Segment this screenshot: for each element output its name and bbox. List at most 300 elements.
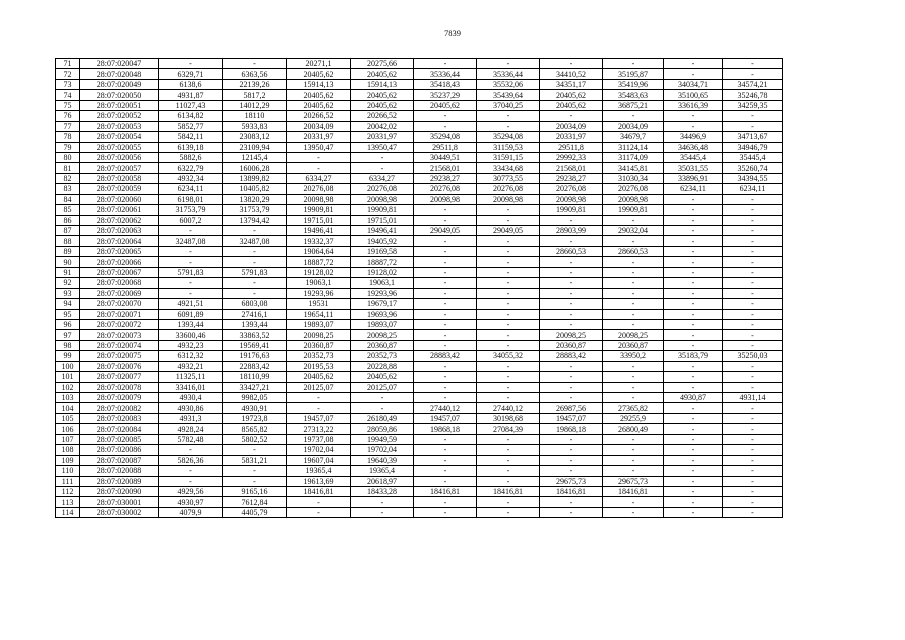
value-cell: 29675,73 xyxy=(603,476,664,486)
value-cell: - xyxy=(664,236,723,246)
value-cell: 18416,81 xyxy=(287,486,351,496)
cadastral-number-cell: 28:07:020089 xyxy=(80,476,159,486)
value-cell: - xyxy=(664,476,723,486)
value-cell: 20098,98 xyxy=(540,194,603,204)
value-cell: - xyxy=(351,497,414,507)
value-cell: 20098,25 xyxy=(351,330,414,340)
value-cell: 20034,09 xyxy=(603,121,664,131)
value-cell: 4932,34 xyxy=(159,173,223,183)
value-cell: 33950,2 xyxy=(603,351,664,361)
value-cell: 13794,42 xyxy=(223,215,287,225)
value-cell: - xyxy=(540,507,603,517)
value-cell: - xyxy=(477,309,540,319)
value-cell: - xyxy=(223,466,287,476)
value-cell: - xyxy=(477,507,540,517)
value-cell: 12145,4 xyxy=(223,152,287,162)
value-cell: - xyxy=(723,215,783,225)
value-cell: 19607,04 xyxy=(287,455,351,465)
cadastral-number-cell: 28:07:020078 xyxy=(80,382,159,392)
table-row xyxy=(56,330,783,340)
value-cell: - xyxy=(540,111,603,121)
value-cell: 20331,97 xyxy=(351,132,414,142)
value-cell: 4921,51 xyxy=(159,299,223,309)
value-cell: - xyxy=(723,246,783,256)
value-cell: 19128,02 xyxy=(351,267,414,277)
value-cell: 33434,68 xyxy=(477,163,540,173)
row-number-cell: 73 xyxy=(56,79,80,89)
value-cell: - xyxy=(723,194,783,204)
row-number-cell: 76 xyxy=(56,111,80,121)
value-cell: - xyxy=(723,424,783,434)
value-cell: 21568,01 xyxy=(540,163,603,173)
value-cell: - xyxy=(477,382,540,392)
value-cell: 20405,62 xyxy=(414,100,477,110)
value-cell: 20034,09 xyxy=(540,121,603,131)
value-cell: - xyxy=(351,403,414,413)
row-number-cell: 107 xyxy=(56,434,80,444)
value-cell: - xyxy=(664,340,723,350)
value-cell: - xyxy=(414,215,477,225)
row-number-cell: 95 xyxy=(56,309,80,319)
value-cell: 20360,87 xyxy=(351,340,414,350)
value-cell: - xyxy=(664,434,723,444)
value-cell: - xyxy=(159,278,223,288)
value-cell: 20352,73 xyxy=(287,351,351,361)
row-number-cell: 111 xyxy=(56,476,80,486)
value-cell: - xyxy=(287,163,351,173)
value-cell: 13820,29 xyxy=(223,194,287,204)
cadastral-number-cell: 28:07:020086 xyxy=(80,445,159,455)
value-cell: 6234,11 xyxy=(159,184,223,194)
value-cell: 15914,13 xyxy=(351,79,414,89)
cadastral-number-cell: 28:07:020057 xyxy=(80,163,159,173)
value-cell: 6198,01 xyxy=(159,194,223,204)
value-cell: - xyxy=(223,246,287,256)
value-cell: - xyxy=(603,372,664,382)
value-cell: 16006,28 xyxy=(223,163,287,173)
value-cell: 6322,79 xyxy=(159,163,223,173)
value-cell: - xyxy=(603,215,664,225)
table-row xyxy=(56,163,783,173)
value-cell: - xyxy=(414,246,477,256)
value-cell: 7612,84 xyxy=(223,497,287,507)
row-number-cell: 105 xyxy=(56,413,80,423)
table-row xyxy=(56,257,783,267)
value-cell: 9982,05 xyxy=(223,393,287,403)
table-row xyxy=(56,184,783,194)
value-cell: 29049,05 xyxy=(414,226,477,236)
value-cell: - xyxy=(477,236,540,246)
cadastral-number-cell: 28:07:020068 xyxy=(80,278,159,288)
row-number-cell: 78 xyxy=(56,132,80,142)
value-cell: 20271,1 xyxy=(287,59,351,69)
row-number-cell: 85 xyxy=(56,205,80,215)
value-cell: 4932,21 xyxy=(159,361,223,371)
value-cell: 4931,87 xyxy=(159,90,223,100)
value-cell: - xyxy=(477,455,540,465)
row-number-cell: 113 xyxy=(56,497,80,507)
value-cell: - xyxy=(664,226,723,236)
value-cell: 23083,12 xyxy=(223,132,287,142)
value-cell: - xyxy=(603,497,664,507)
value-cell: - xyxy=(540,267,603,277)
row-number-cell: 93 xyxy=(56,288,80,298)
value-cell: - xyxy=(664,445,723,455)
table-row xyxy=(56,476,783,486)
value-cell: 6329,71 xyxy=(159,69,223,79)
value-cell: 19693,96 xyxy=(351,309,414,319)
value-cell: - xyxy=(477,205,540,215)
value-cell: 4930,97 xyxy=(159,497,223,507)
row-number-cell: 103 xyxy=(56,393,80,403)
value-cell: - xyxy=(351,507,414,517)
cadastral-number-cell: 28:07:020051 xyxy=(80,100,159,110)
value-cell: 19909,81 xyxy=(540,205,603,215)
row-number-cell: 108 xyxy=(56,445,80,455)
cadastral-number-cell: 28:07:020073 xyxy=(80,330,159,340)
value-cell: 19457,07 xyxy=(287,413,351,423)
value-cell: 19332,37 xyxy=(287,236,351,246)
row-number-cell: 91 xyxy=(56,267,80,277)
value-cell: 30449,51 xyxy=(414,152,477,162)
value-cell: 19293,96 xyxy=(287,288,351,298)
value-cell: - xyxy=(723,372,783,382)
value-cell: - xyxy=(477,59,540,69)
value-cell: - xyxy=(540,466,603,476)
value-cell: - xyxy=(723,476,783,486)
value-cell: 31753,79 xyxy=(159,205,223,215)
value-cell: 35246,78 xyxy=(723,90,783,100)
value-cell: 5826,36 xyxy=(159,455,223,465)
value-cell: - xyxy=(603,434,664,444)
value-cell: 20228,88 xyxy=(351,361,414,371)
value-cell: 6334,27 xyxy=(351,173,414,183)
value-cell: - xyxy=(477,497,540,507)
table-row xyxy=(56,382,783,392)
value-cell: - xyxy=(414,507,477,517)
value-cell: 20360,87 xyxy=(540,340,603,350)
value-cell: 34394,55 xyxy=(723,173,783,183)
value-cell: 18416,81 xyxy=(414,486,477,496)
table-row xyxy=(56,132,783,142)
value-cell: 5831,21 xyxy=(223,455,287,465)
value-cell: 6803,08 xyxy=(223,299,287,309)
value-cell: 29049,05 xyxy=(477,226,540,236)
value-cell: 34259,35 xyxy=(723,100,783,110)
value-cell: 20405,62 xyxy=(351,90,414,100)
value-cell: - xyxy=(603,257,664,267)
row-number-cell: 97 xyxy=(56,330,80,340)
value-cell: 20405,62 xyxy=(351,372,414,382)
value-cell: 29675,73 xyxy=(540,476,603,486)
value-cell: - xyxy=(723,330,783,340)
value-cell: 31124,14 xyxy=(603,142,664,152)
value-cell: 18887,72 xyxy=(351,257,414,267)
value-cell: - xyxy=(414,361,477,371)
value-cell: - xyxy=(414,288,477,298)
value-cell: - xyxy=(159,445,223,455)
value-cell: 19949,59 xyxy=(351,434,414,444)
value-cell: 31159,53 xyxy=(477,142,540,152)
row-number-cell: 75 xyxy=(56,100,80,110)
value-cell: - xyxy=(477,246,540,256)
value-cell: - xyxy=(159,59,223,69)
row-number-cell: 72 xyxy=(56,69,80,79)
table-row xyxy=(56,205,783,215)
cadastral-number-cell: 28:07:020087 xyxy=(80,455,159,465)
value-cell: 4931,14 xyxy=(723,393,783,403)
value-cell: 20042,02 xyxy=(351,121,414,131)
table-row xyxy=(56,278,783,288)
value-cell: - xyxy=(664,215,723,225)
value-cell: 4929,56 xyxy=(159,486,223,496)
cadastral-number-cell: 28:07:020071 xyxy=(80,309,159,319)
value-cell: - xyxy=(664,59,723,69)
value-cell: - xyxy=(540,278,603,288)
value-cell: 33863,52 xyxy=(223,330,287,340)
value-cell: - xyxy=(477,330,540,340)
cadastral-number-cell: 28:07:030001 xyxy=(80,497,159,507)
value-cell: 19909,81 xyxy=(603,205,664,215)
cadastral-number-cell: 28:07:020047 xyxy=(80,59,159,69)
table-row xyxy=(56,455,783,465)
value-cell: 34055,32 xyxy=(477,351,540,361)
value-cell: - xyxy=(540,299,603,309)
value-cell: 34946,79 xyxy=(723,142,783,152)
table-row xyxy=(56,173,783,183)
value-cell: - xyxy=(723,413,783,423)
table-row xyxy=(56,340,783,350)
value-cell: 6363,56 xyxy=(223,69,287,79)
value-cell: - xyxy=(223,59,287,69)
cadastral-number-cell: 28:07:020050 xyxy=(80,90,159,100)
value-cell: - xyxy=(603,278,664,288)
value-cell: - xyxy=(477,257,540,267)
value-cell: - xyxy=(723,382,783,392)
value-cell: 20125,07 xyxy=(287,382,351,392)
value-cell: 35294,08 xyxy=(477,132,540,142)
value-cell: 4932,23 xyxy=(159,340,223,350)
value-cell: 20405,62 xyxy=(540,100,603,110)
value-cell: - xyxy=(159,226,223,236)
value-cell: - xyxy=(723,205,783,215)
value-cell: - xyxy=(723,267,783,277)
value-cell: 5802,52 xyxy=(223,434,287,444)
value-cell: - xyxy=(414,372,477,382)
value-cell: 6007,2 xyxy=(159,215,223,225)
cadastral-number-cell: 28:07:020083 xyxy=(80,413,159,423)
row-number-cell: 92 xyxy=(56,278,80,288)
value-cell: 1393,44 xyxy=(223,319,287,329)
cadastral-number-cell: 28:07:020067 xyxy=(80,267,159,277)
value-cell: - xyxy=(664,194,723,204)
value-cell: 20266,52 xyxy=(351,111,414,121)
table-row xyxy=(56,445,783,455)
value-cell: - xyxy=(664,299,723,309)
value-cell: - xyxy=(723,309,783,319)
value-cell: 35336,44 xyxy=(477,69,540,79)
value-cell: 19531 xyxy=(287,299,351,309)
value-cell: 22139,26 xyxy=(223,79,287,89)
value-cell: 20352,73 xyxy=(351,351,414,361)
value-cell: 27440,12 xyxy=(477,403,540,413)
value-cell: - xyxy=(603,288,664,298)
value-cell: - xyxy=(414,111,477,121)
value-cell: 20618,97 xyxy=(351,476,414,486)
value-cell: - xyxy=(664,413,723,423)
value-cell: 29238,27 xyxy=(414,173,477,183)
value-cell: - xyxy=(723,69,783,79)
value-cell: 20098,25 xyxy=(287,330,351,340)
value-cell: 35183,79 xyxy=(664,351,723,361)
cadastral-number-cell: 28:07:020063 xyxy=(80,226,159,236)
row-number-cell: 81 xyxy=(56,163,80,173)
value-cell: 20405,62 xyxy=(287,100,351,110)
value-cell: 6234,11 xyxy=(723,184,783,194)
value-cell: 33896,91 xyxy=(664,173,723,183)
cadastral-number-cell: 28:07:020053 xyxy=(80,121,159,131)
value-cell: 18416,81 xyxy=(540,486,603,496)
value-cell: 6138,6 xyxy=(159,79,223,89)
row-number-cell: 87 xyxy=(56,226,80,236)
value-cell: - xyxy=(223,257,287,267)
value-cell: - xyxy=(414,257,477,267)
value-cell: 36875,21 xyxy=(603,100,664,110)
row-number-cell: 102 xyxy=(56,382,80,392)
value-cell: - xyxy=(603,445,664,455)
value-cell: - xyxy=(414,382,477,392)
value-cell: 20098,98 xyxy=(603,194,664,204)
value-cell: - xyxy=(351,163,414,173)
value-cell: - xyxy=(540,434,603,444)
table-row xyxy=(56,226,783,236)
value-cell: - xyxy=(414,319,477,329)
row-number-cell: 71 xyxy=(56,59,80,69)
cadastral-number-cell: 28:07:020066 xyxy=(80,257,159,267)
value-cell: 19702,04 xyxy=(287,445,351,455)
row-number-cell: 112 xyxy=(56,486,80,496)
value-cell: 35439,64 xyxy=(477,90,540,100)
value-cell: - xyxy=(414,309,477,319)
value-cell: - xyxy=(477,299,540,309)
value-cell: 34574,21 xyxy=(723,79,783,89)
cadastral-number-cell: 28:07:020054 xyxy=(80,132,159,142)
value-cell: - xyxy=(603,59,664,69)
value-cell: 6334,27 xyxy=(287,173,351,183)
value-cell: 34145,81 xyxy=(603,163,664,173)
value-cell: - xyxy=(159,288,223,298)
value-cell: - xyxy=(414,455,477,465)
value-cell: 37040,25 xyxy=(477,100,540,110)
value-cell: 19569,41 xyxy=(223,340,287,350)
value-cell: - xyxy=(664,69,723,79)
value-cell: - xyxy=(540,257,603,267)
value-cell: 13950,47 xyxy=(287,142,351,152)
value-cell: 35294,08 xyxy=(414,132,477,142)
value-cell: 27365,82 xyxy=(603,403,664,413)
value-cell: 23109,94 xyxy=(223,142,287,152)
value-cell: 6139,18 xyxy=(159,142,223,152)
value-cell: 19128,02 xyxy=(287,267,351,277)
value-cell: 29511,8 xyxy=(414,142,477,152)
value-cell: 9165,16 xyxy=(223,486,287,496)
cadastral-number-cell: 28:07:020056 xyxy=(80,152,159,162)
value-cell: 33616,39 xyxy=(664,100,723,110)
row-number-cell: 104 xyxy=(56,403,80,413)
row-number-cell: 82 xyxy=(56,173,80,183)
value-cell: - xyxy=(223,445,287,455)
value-cell: - xyxy=(477,393,540,403)
value-cell: 19715,01 xyxy=(351,215,414,225)
value-cell: 26800,49 xyxy=(603,424,664,434)
cadastral-number-cell: 28:07:020072 xyxy=(80,319,159,329)
value-cell: 34496,9 xyxy=(664,132,723,142)
value-cell: 20360,87 xyxy=(603,340,664,350)
value-cell: - xyxy=(603,299,664,309)
value-cell: - xyxy=(603,309,664,319)
value-cell: - xyxy=(477,278,540,288)
value-cell: - xyxy=(664,111,723,121)
value-cell: - xyxy=(664,309,723,319)
value-cell: 19496,41 xyxy=(351,226,414,236)
cadastral-number-cell: 28:07:020084 xyxy=(80,424,159,434)
value-cell: - xyxy=(664,424,723,434)
value-cell: - xyxy=(414,497,477,507)
value-cell: 19405,92 xyxy=(351,236,414,246)
value-cell: 20405,62 xyxy=(287,372,351,382)
value-cell: - xyxy=(723,59,783,69)
value-cell: - xyxy=(540,382,603,392)
value-cell: - xyxy=(603,382,664,392)
value-cell: 1393,44 xyxy=(159,319,223,329)
cadastral-number-cell: 28:07:020077 xyxy=(80,372,159,382)
value-cell: - xyxy=(603,507,664,517)
row-number-cell: 84 xyxy=(56,194,80,204)
value-cell: 19457,07 xyxy=(540,413,603,423)
row-number-cell: 86 xyxy=(56,215,80,225)
value-cell: - xyxy=(223,226,287,236)
cadastral-number-cell: 28:07:020052 xyxy=(80,111,159,121)
value-cell: - xyxy=(477,267,540,277)
value-cell: - xyxy=(664,267,723,277)
value-cell: - xyxy=(723,340,783,350)
value-cell: - xyxy=(414,121,477,131)
value-cell: - xyxy=(287,393,351,403)
value-cell: - xyxy=(540,455,603,465)
value-cell: 22883,42 xyxy=(223,361,287,371)
row-number-cell: 114 xyxy=(56,507,80,517)
value-cell: 20276,08 xyxy=(287,184,351,194)
value-cell: 31030,34 xyxy=(603,173,664,183)
table-row xyxy=(56,497,783,507)
value-cell: 35445,4 xyxy=(723,152,783,162)
value-cell: - xyxy=(477,372,540,382)
value-cell: - xyxy=(664,382,723,392)
value-cell: 20098,25 xyxy=(540,330,603,340)
value-cell: 19457,07 xyxy=(414,413,477,423)
value-cell: - xyxy=(414,299,477,309)
value-cell: - xyxy=(540,319,603,329)
value-cell: 20098,25 xyxy=(603,330,664,340)
value-cell: 32487,08 xyxy=(159,236,223,246)
value-cell: - xyxy=(664,121,723,131)
value-cell: 31174,09 xyxy=(603,152,664,162)
row-number-cell: 90 xyxy=(56,257,80,267)
value-cell: 18416,81 xyxy=(603,486,664,496)
cadastral-number-cell: 28:07:020085 xyxy=(80,434,159,444)
value-cell: 19654,11 xyxy=(287,309,351,319)
value-cell: - xyxy=(540,497,603,507)
